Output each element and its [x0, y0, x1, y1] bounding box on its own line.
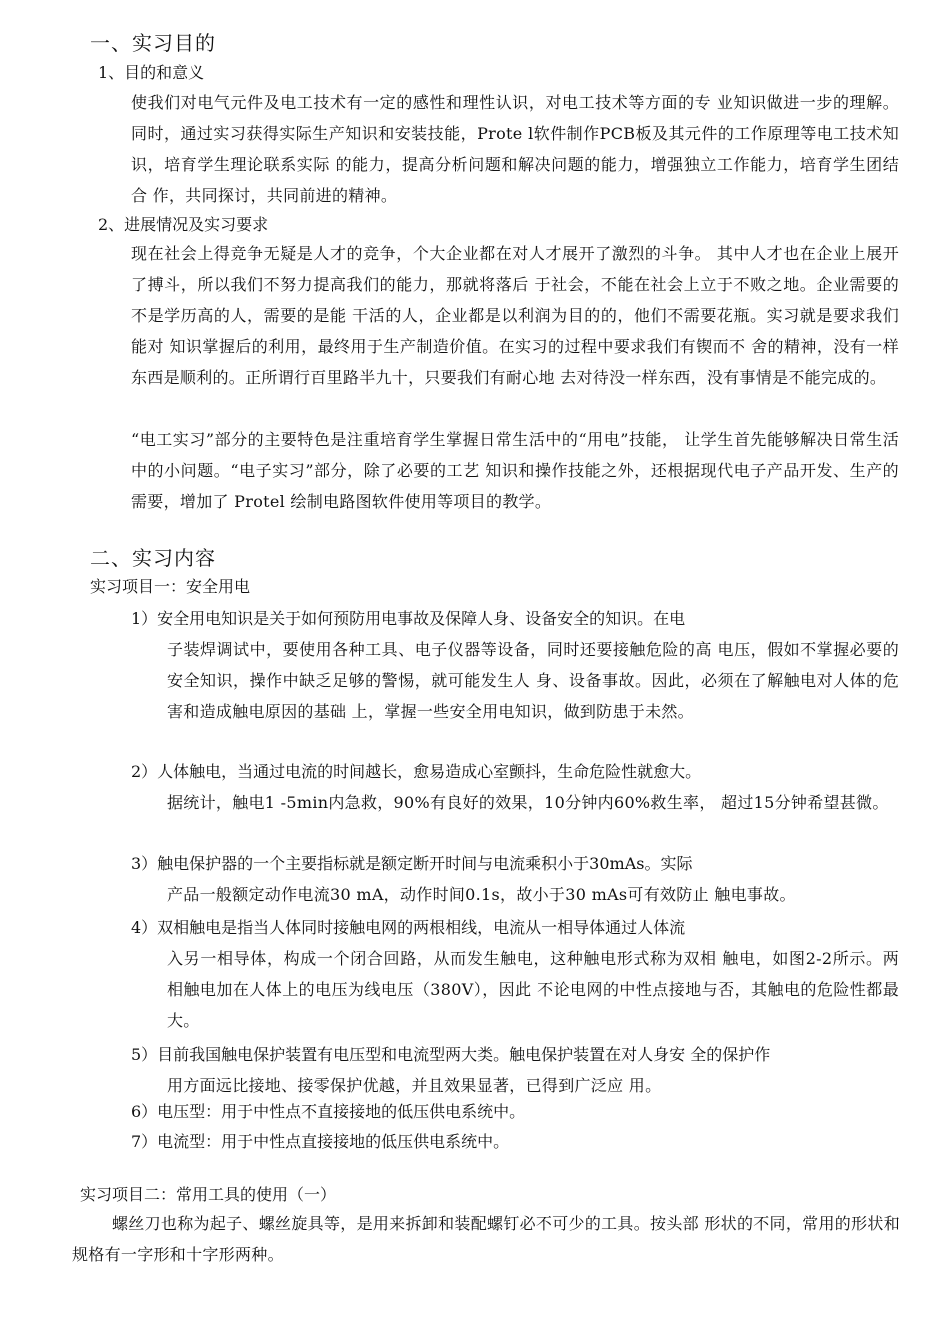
subsection-2-title: 2、进展情况及实习要求	[98, 215, 269, 234]
project-1-item-5-head: 5）目前我国触电保护装置有电压型和电流型两大类。触电保护装置在对人身安 全的保护作	[131, 1045, 771, 1064]
subsection-2-text-2: “电工实习”部分的主要特色是注重培育学生掌握日常生活中的“用电”技能， 让学生首先能够解决日常生活中的小问题。“电子实习”部分，除了必要的工艺 知识和操作技能之外，还根据现代电子产品开发、生产的需要，增加了 Protel 绘制电路图软件使用等项目的教学。	[131, 430, 899, 511]
project-1-item-3-head: 3）触电保护器的一个主要指标就是额定断开时间与电流乘积小于30mAs。实际	[131, 854, 693, 873]
subsection-2-text-1: 现在社会上得竞争无疑是人才的竞争，个大企业都在对人才展开了激烈的斗争。 其中人才也在企业上展开了搏斗，所以我们不努力提高我们的能力，那就将落后 于社会，不能在社会上立于不败之地。企业需要的不是学历高的人，需要的是能 干活的人，企业都是以利润为目的的，他们不需要花瓶。实习就是要求我们能对 知识掌握后的利用，最终用于生产制造价值。在实习的过程中要求我们有锲而不 舍的精神，没有一样东西是顺利的。正所谓行百里路半九十，只要我们有耐心地 去对待没一样东西，没有事情是不能完成的。	[131, 244, 899, 387]
project-1-item-3-body: 产品一般额定动作电流30 mA，动作时间0.1s，故小于30 mAs可有效防止 触电事故。	[167, 885, 796, 904]
project-1-item-4-body: 入另一相导体，构成一个闭合回路，从而发生触电，这种触电形式称为双相 触电，如图2-2所示。两相触电加在人体上的电压为线电压（380V），因此 不论电网的中性点接地与否，其触电的危险性都最大。	[167, 949, 899, 1030]
project-1-item-2-body: 据统计，触电1 -5min内急救，90%有良好的效果，10分钟内60%救生率， 超过15分钟希望甚微。	[167, 793, 889, 812]
project-1-item-2-head: 2）人体触电，当通过电流的时间越长，愈易造成心室颤抖，生命危险性就愈大。	[131, 762, 702, 781]
project-1-item-1-head: 1）安全用电知识是关于如何预防用电事故及保障人身、设备安全的知识。在电	[131, 609, 686, 628]
section-2-title: 二、实习内容	[90, 546, 216, 570]
project-1-item-7-head: 7）电流型：用于中性点直接接地的低压供电系统中。	[131, 1132, 510, 1151]
project-2-text: 螺丝刀也称为起子、螺丝旋具等，是用来拆卸和装配螺钉必不可少的工具。按头部 形状的不同，常用的形状和规格有一字形和十字形两种。	[72, 1214, 900, 1264]
project-1-item-5-body: 用方面远比接地、接零保护优越，并且效果显著，已得到广泛应 用。	[167, 1076, 662, 1095]
project-2-title: 实习项目二：常用工具的使用（一）	[80, 1185, 337, 1204]
project-1-item-1-body: 子装焊调试中，要使用各种工具、电子仪器等设备，同时还要接触危险的高 电压，假如不掌握必要的安全知识，操作中缺乏足够的警惕，就可能发生人 身、设备事故。因此，必须在了解触电对人体的危害和造成触电原因的基础 上，掌握一些安全用电知识，做到防患于未然。	[167, 640, 899, 721]
subsection-1-title: 1、目的和意义	[98, 63, 205, 82]
project-1-item-4-head: 4）双相触电是指当人体同时接触电网的两根相线，电流从一相导体通过人体流	[131, 918, 686, 937]
project-1-title: 实习项目一：安全用电	[90, 577, 251, 596]
subsection-1-text: 使我们对电气元件及电工技术有一定的感性和理性认识，对电工技术等方面的专 业知识做进一步的理解。同时，通过实习获得实际生产知识和安装技能，Prote l软件制作PCB板及其元件的工作原理等电工技术知识，培育学生理论联系实际 的能力，提高分析问题和解决问题的能力，增强独立工作能力，培育学生团结合 作，共同探讨，共同前进的精神。	[131, 93, 899, 205]
section-1-title: 一、实习目的	[90, 31, 216, 55]
project-1-item-6-head: 6）电压型：用于中性点不直接接地的低压供电系统中。	[131, 1102, 526, 1121]
